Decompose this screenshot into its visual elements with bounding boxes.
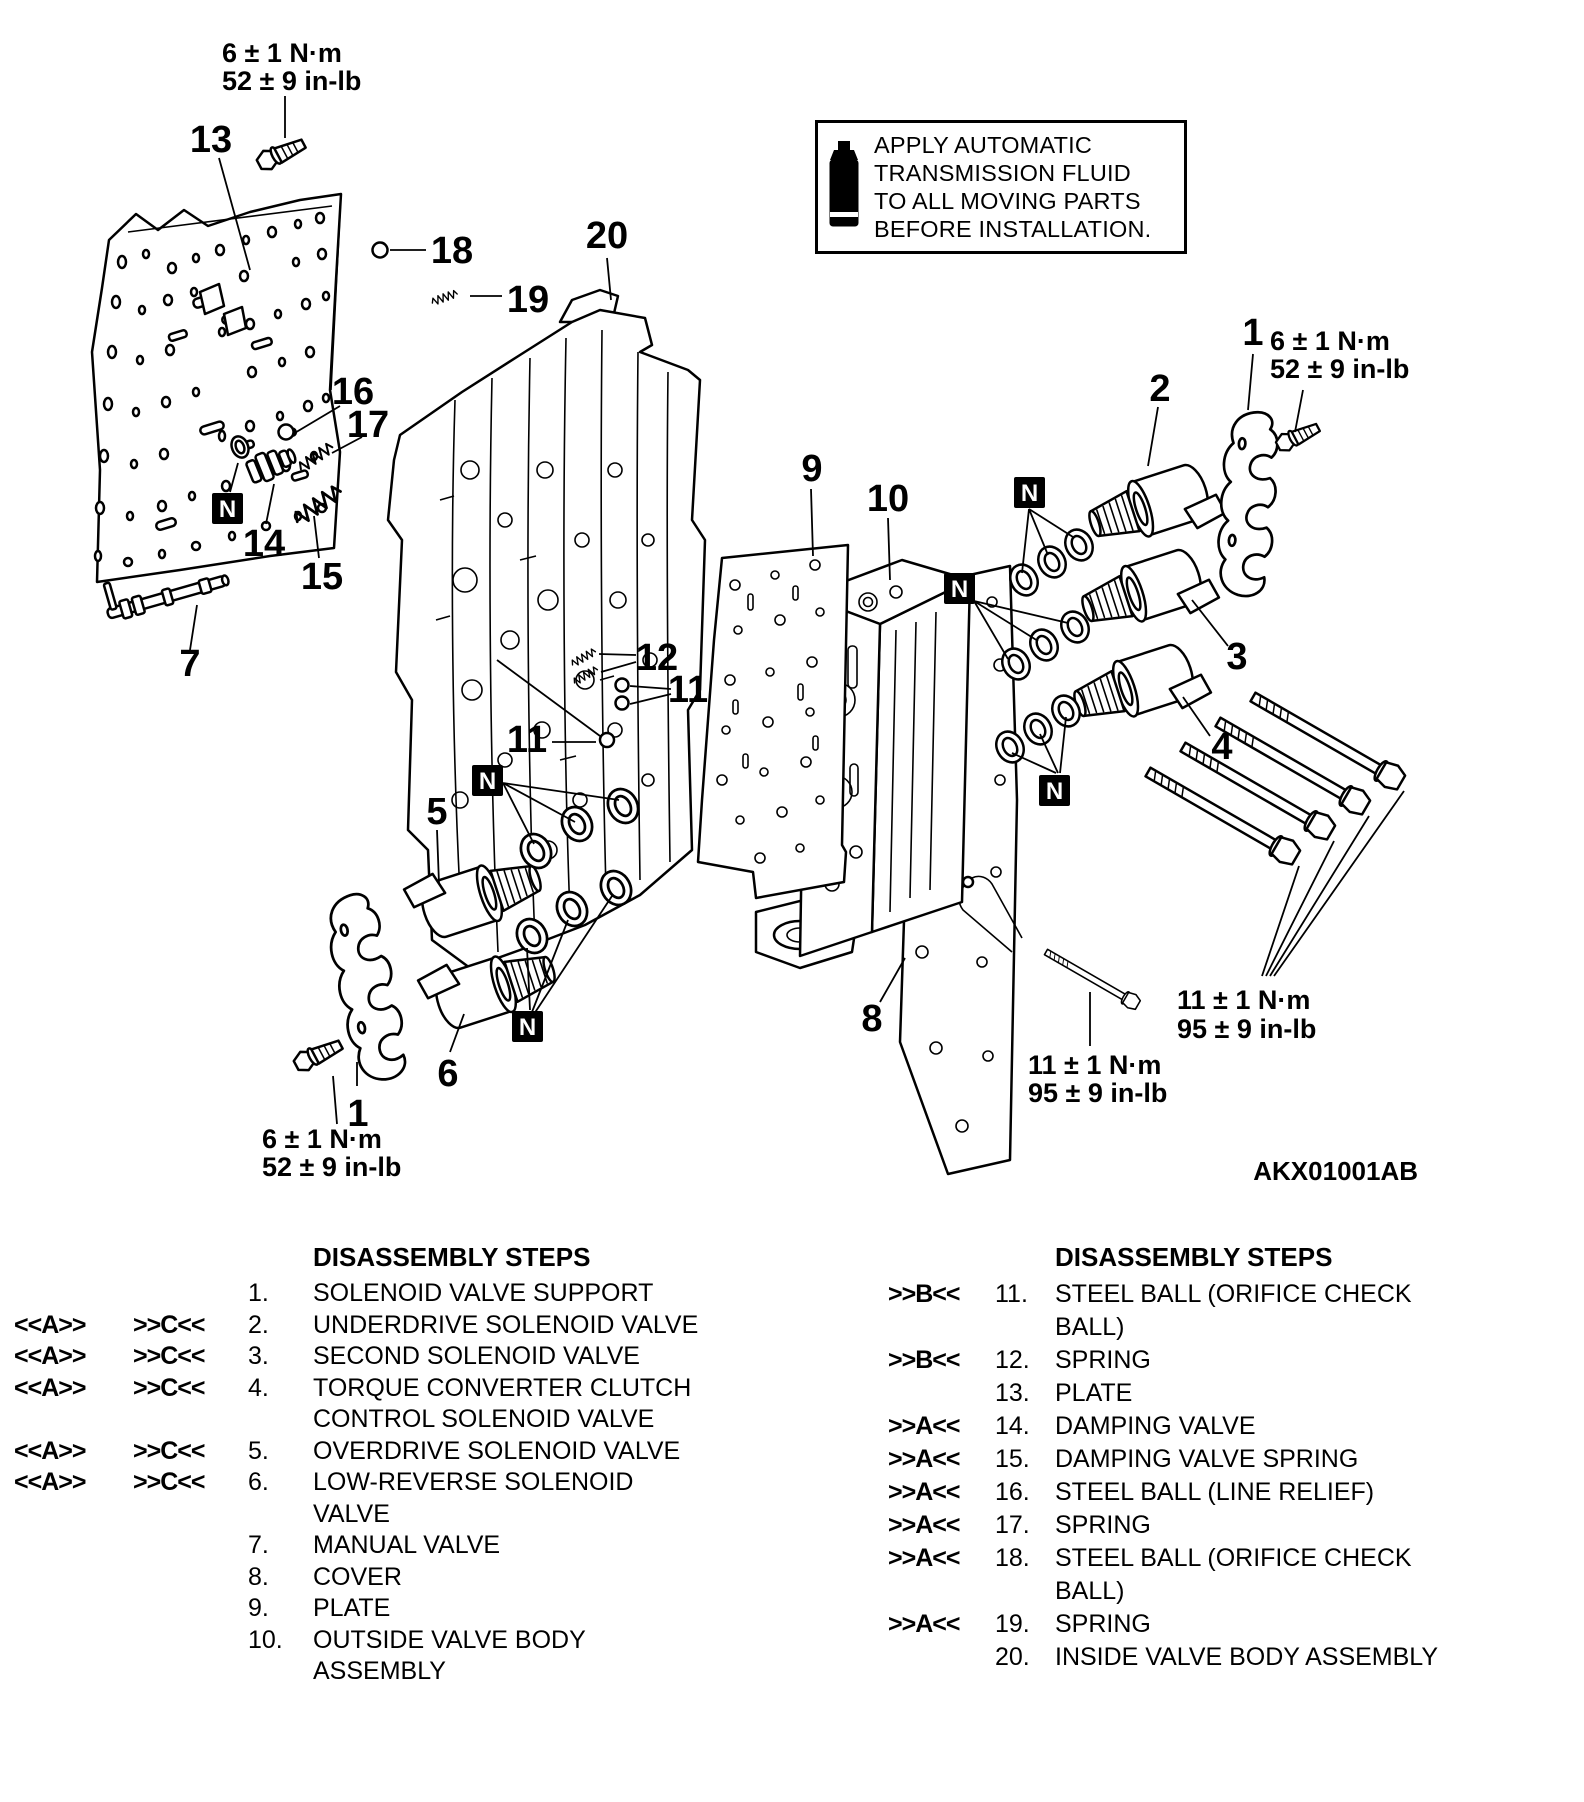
step-text: BALL) [1055,1313,1125,1341]
step-marker [133,1562,248,1594]
step-marker: <<A>> [14,1436,86,1465]
torque-top-right-nm: 6 ± 1 N·m [1270,326,1390,356]
left-list-title: DISASSEMBLY STEPS [313,1242,591,1272]
step-row [888,1641,1568,1674]
step-row [0,1562,800,1594]
step-number: 20. [995,1643,1030,1671]
step-marker [14,1656,133,1688]
step-row [0,1499,800,1531]
step-row [888,1278,1568,1311]
oil-bottle-icon [826,141,862,233]
step-text: DAMPING VALVE SPRING [1055,1445,1359,1473]
step-number: 16. [995,1478,1030,1506]
step-text: PLATE [1055,1379,1133,1407]
step-number: 12. [995,1346,1030,1374]
callout-19: 19 [506,279,550,321]
step-number: 15. [995,1445,1030,1473]
non-reusable-marker-3 [944,573,975,604]
step-row [0,1373,800,1405]
callout-2: 2 [1149,368,1171,410]
step-row [888,1311,1568,1344]
figure-code: AKX01001AB [1253,1156,1418,1186]
step-row [0,1436,800,1468]
step-marker [888,1575,995,1608]
step-text: SPRING [1055,1610,1151,1638]
step-marker [14,1404,133,1436]
callout-5: 5 [426,791,448,833]
callout-15: 15 [300,556,344,598]
step-marker [133,1593,248,1625]
step-row [888,1377,1568,1410]
step-number: 11. [995,1280,1028,1308]
step-text: DAMPING VALVE [1055,1412,1256,1440]
step-text: TORQUE CONVERTER CLUTCH [313,1373,692,1402]
step-row [888,1410,1568,1443]
torque-top-right-inlb: 52 ± 9 in-lb [1270,354,1410,384]
step-marker [14,1278,133,1310]
step-number: 18. [995,1544,1030,1572]
step-number: 2. [248,1310,269,1339]
step-text: UNDERDRIVE SOLENOID VALVE [313,1310,699,1339]
non-reusable-marker-14 [212,493,243,524]
step-number [248,1656,313,1688]
callout-1-top: 1 [1242,312,1264,354]
non-reusable-marker-5 [472,765,503,796]
step-marker: >>A<< [888,1511,960,1539]
svg-text:N: N [1020,480,1039,507]
solenoid-valve-support-1-right [1215,410,1281,598]
fluid-note-text [874,131,1151,243]
right-list-title: DISASSEMBLY STEPS [1055,1242,1333,1272]
long-bolt-5 [1042,945,1142,1011]
step-row [888,1344,1568,1377]
note-line: TRANSMISSION FLUID [874,160,1131,186]
step-row [0,1310,800,1342]
underdrive-solenoid-valve-2 [1082,456,1228,559]
step-row [0,1404,800,1436]
step-text: SPRING [1055,1346,1151,1374]
step-marker [133,1625,248,1657]
steel-ball-16 [279,425,294,440]
callout-3: 3 [1226,636,1248,678]
steel-ball-11b [616,697,629,710]
step-row [0,1593,800,1625]
step-row [0,1341,800,1373]
step-row [0,1530,800,1562]
note-line: BEFORE INSTALLATION. [874,216,1152,242]
step-marker [14,1625,133,1657]
steel-ball-11c [600,733,614,747]
step-number [248,1404,313,1436]
step-marker: <<A>> [14,1342,86,1370]
step-row [888,1443,1568,1476]
step-text: VALVE [313,1499,390,1528]
svg-text:N: N [950,576,969,603]
callout-11a: 11 [667,669,709,711]
step-number [995,1311,1055,1344]
step-marker: <<A>> [14,1373,86,1402]
step-marker [133,1499,248,1531]
step-text: SECOND SOLENOID VALVE [313,1342,640,1370]
step-number [248,1499,313,1531]
step-marker [888,1311,995,1344]
step-number: 17. [995,1511,1030,1539]
step-marker [14,1499,133,1531]
step-number: 5. [248,1436,269,1465]
step-marker: >>C<< [133,1468,205,1496]
step-row [888,1509,1568,1542]
step-number: 6. [248,1468,269,1496]
step-text: COVER [313,1562,402,1591]
callout-10: 10 [866,478,910,520]
step-row [0,1278,800,1310]
callout-13: 13 [189,119,233,161]
callout-11b: 11 [506,719,548,761]
step-marker [133,1656,248,1688]
fluid-note-box [815,120,1187,254]
step-text: PLATE [313,1594,391,1622]
note-line: TO ALL MOVING PARTS [874,188,1141,214]
callout-6: 6 [437,1053,459,1095]
step-text: INSIDE VALVE BODY ASSEMBLY [1055,1643,1439,1671]
torque-mid-right-nm: 11 ± 1 N·m [1177,985,1311,1015]
step-marker: >>A<< [888,1610,960,1638]
step-marker: >>B<< [888,1346,960,1374]
torque-bottom-mid-nm: 11 ± 1 N·m [1028,1050,1162,1080]
step-text: CONTROL SOLENOID VALVE [313,1405,655,1433]
bolt-icon-13 [254,133,307,174]
step-row [0,1656,800,1688]
long-bolt-4 [1247,686,1408,793]
step-number [995,1575,1055,1608]
bolt-icon-1-left [291,1034,344,1075]
step-row [0,1467,800,1499]
step-number: 4. [248,1373,269,1402]
callout-1-bottom: 1 [347,1093,369,1135]
step-marker: >>B<< [888,1280,960,1308]
step-text: STEEL BALL (ORIFICE CHECK [1055,1280,1412,1308]
callout-16: 16 [331,371,375,413]
step-marker: >>A<< [888,1412,960,1440]
oring-4b [1019,709,1057,749]
non-reusable-marker-2 [1014,477,1045,508]
torque-bottom-left-inlb: 52 ± 9 in-lb [262,1152,402,1182]
step-row [0,1625,800,1657]
step-marker: >>A<< [888,1544,960,1572]
step-marker: >>A<< [888,1445,960,1473]
callout-8: 8 [861,998,883,1040]
callout-17: 17 [346,404,390,446]
step-text: STEEL BALL (ORIFICE CHECK [1055,1544,1412,1572]
callout-18: 18 [430,230,474,272]
svg-text:N: N [1045,778,1064,805]
step-text: SPRING [1055,1511,1151,1539]
step-text: MANUAL VALVE [313,1531,501,1559]
step-marker: >>A<< [888,1478,960,1506]
svg-text:N: N [218,496,237,523]
steel-ball-11a [616,679,629,692]
step-number: 1. [248,1279,269,1307]
torque-bottom-left-nm: 6 ± 1 N·m [262,1124,382,1154]
step-marker [133,1404,248,1436]
step-marker: >>C<< [133,1342,205,1370]
torque-mid-right-inlb: 95 ± 9 in-lb [1177,1014,1317,1044]
note-line: APPLY AUTOMATIC [874,132,1093,158]
step-marker: >>C<< [133,1373,205,1402]
step-number: 10. [248,1625,283,1654]
step-marker: <<A>> [14,1468,86,1496]
spring-19 [431,289,458,305]
svg-text:N: N [478,768,497,795]
callout-9: 9 [801,448,823,490]
step-row [888,1575,1568,1608]
torque-bottom-mid-inlb: 95 ± 9 in-lb [1028,1078,1168,1108]
callout-20: 20 [585,215,629,257]
step-number: 3. [248,1342,269,1370]
non-reusable-marker-4 [1039,775,1070,806]
step-row [888,1542,1568,1575]
step-number: 7. [248,1531,269,1559]
oring-3b [1025,625,1063,665]
steel-ball-18 [373,243,388,258]
step-marker [888,1641,995,1674]
callout-14: 14 [242,523,286,565]
step-text: SOLENOID VALVE SUPPORT [313,1279,654,1307]
step-text: OUTSIDE VALVE BODY [313,1625,586,1654]
step-number: 9. [248,1594,269,1622]
step-marker [14,1562,133,1594]
svg-text:N: N [518,1014,537,1041]
solenoid-valve-support-1-left [321,890,413,1085]
callout-12: 12 [635,637,679,679]
step-text: STEEL BALL (LINE RELIEF) [1055,1478,1375,1506]
callout-7: 7 [179,643,201,685]
step-marker [888,1377,995,1410]
torque-top-left-inlb: 52 ± 9 in-lb [222,66,362,96]
step-marker [133,1530,248,1562]
step-marker [14,1530,133,1562]
step-number: 13. [995,1379,1030,1407]
second-solenoid-valve-3 [1075,541,1221,644]
callout-4: 4 [1211,726,1233,768]
step-text: LOW-REVERSE SOLENOID [313,1468,634,1496]
step-marker: <<A>> [14,1310,86,1339]
disassembly-steps-left [0,1240,800,1688]
step-marker: >>C<< [133,1436,205,1465]
step-text: OVERDRIVE SOLENOID VALVE [313,1436,681,1465]
step-number: 19. [995,1610,1030,1638]
plate-9 [698,545,848,898]
tcc-control-solenoid-valve-4 [1067,636,1213,739]
torque-top-left-nm: 6 ± 1 N·m [222,38,342,68]
step-marker [14,1593,133,1625]
step-number: 14. [995,1412,1030,1440]
disassembly-steps-right [888,1240,1568,1674]
non-reusable-marker-6 [512,1011,543,1042]
step-marker: >>C<< [133,1310,205,1339]
step-number: 8. [248,1562,269,1591]
step-row [888,1476,1568,1509]
step-row [888,1608,1568,1641]
step-marker [133,1278,248,1310]
step-text: ASSEMBLY [313,1657,446,1685]
step-text: BALL) [1055,1577,1125,1605]
